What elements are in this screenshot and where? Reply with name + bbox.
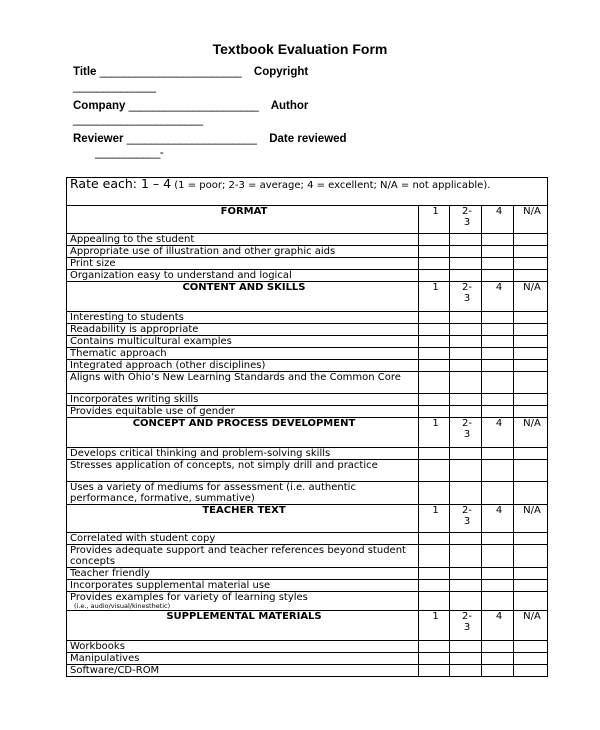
rating-na-cell[interactable] [514, 372, 548, 394]
rating-1-cell[interactable] [419, 258, 450, 270]
rating-na-cell[interactable] [514, 246, 548, 258]
rating-1-cell[interactable] [419, 234, 450, 246]
criteria-note: (i.e., audio/visual/kinesthetic) [74, 602, 171, 610]
rating-4-cell[interactable] [482, 592, 514, 611]
title-field[interactable]: ________________________ [99, 66, 242, 78]
rating-2-3-cell[interactable] [450, 360, 482, 372]
author-field[interactable]: ______________________ [73, 114, 203, 126]
criteria-label: Software/CD-ROM [67, 665, 419, 677]
rating-2-3-cell[interactable] [450, 336, 482, 348]
rating-2-3-cell[interactable] [450, 460, 482, 482]
criteria-row [67, 460, 548, 482]
criteria-label: Uses a variety of mediums for assessment (i.e. authentic performance, formative, summative) [67, 482, 419, 505]
scale-4: 4 [482, 282, 514, 312]
criteria-label: Incorporates supplemental material use [67, 580, 419, 592]
rating-1-cell[interactable] [419, 482, 450, 505]
criteria-row [67, 448, 548, 460]
rating-1-cell[interactable] [419, 665, 450, 677]
rating-4-cell[interactable] [482, 336, 514, 348]
rating-4-cell[interactable] [482, 533, 514, 545]
rate-prefix: Rate each: 1 – 4 [70, 177, 172, 191]
rating-1-cell[interactable] [419, 394, 450, 406]
rating-na-cell[interactable] [514, 360, 548, 372]
scale-2-3: 2- 3 [450, 282, 482, 312]
company-field[interactable]: ______________________ [128, 100, 259, 112]
scale-4: 4 [482, 611, 514, 641]
rating-2-3-cell[interactable] [450, 568, 482, 580]
rating-4-cell[interactable] [482, 665, 514, 677]
rating-2-3-cell[interactable] [450, 324, 482, 336]
criteria-label: Appropriate use of illustration and other graphic aids [67, 246, 419, 258]
rating-2-3-cell[interactable] [450, 348, 482, 360]
rating-2-3-cell[interactable] [450, 592, 482, 611]
evaluation-table [66, 177, 548, 677]
rating-1-cell[interactable] [419, 653, 450, 665]
company-row [73, 100, 308, 112]
scale-2-3: 2- 3 [450, 505, 482, 533]
rating-2-3-cell[interactable] [450, 406, 482, 418]
scale-1: 1 [419, 611, 450, 641]
rating-1-cell[interactable] [419, 641, 450, 653]
criteria-row [67, 246, 548, 258]
rating-1-cell[interactable] [419, 324, 450, 336]
rating-4-cell[interactable] [482, 653, 514, 665]
criteria-row [67, 653, 548, 665]
rating-4-cell[interactable] [482, 580, 514, 592]
rating-1-cell[interactable] [419, 533, 450, 545]
rating-na-cell[interactable] [514, 533, 548, 545]
criteria-label: Interesting to students [67, 312, 419, 324]
rating-1-cell[interactable] [419, 348, 450, 360]
rating-4-cell[interactable] [482, 258, 514, 270]
section-title: SUPPLEMENTAL MATERIALS [67, 611, 419, 641]
criteria-label: Aligns with Ohio’s New Learning Standards and the Common Core [67, 372, 419, 394]
criteria-row [67, 372, 548, 394]
scale-1: 1 [419, 418, 450, 448]
section-header-row [67, 505, 548, 533]
rating-2-3-cell[interactable] [450, 394, 482, 406]
reviewer-field[interactable]: ______________________ [126, 133, 257, 145]
title-label: Title [73, 66, 97, 78]
section-title: TEACHER TEXT [67, 505, 419, 533]
rating-na-cell[interactable] [514, 324, 548, 336]
rating-2-3-cell[interactable] [450, 270, 482, 282]
scale-4: 4 [482, 505, 514, 533]
rating-na-cell[interactable] [514, 394, 548, 406]
rating-1-cell[interactable] [419, 336, 450, 348]
section-header-row [67, 611, 548, 641]
section-header-row [67, 282, 548, 312]
rate-instructions [67, 178, 548, 206]
rating-4-cell[interactable] [482, 545, 514, 568]
criteria-label: Develops critical thinking and problem-solving skills [67, 448, 419, 460]
rating-1-cell[interactable] [419, 592, 450, 611]
rating-1-cell[interactable] [419, 545, 450, 568]
criteria-label: Provides adequate support and teacher references beyond student concepts [67, 545, 419, 568]
rate-legend: (1 = poor; 2-3 = average; 4 = excellent; N/A = not applicable). [174, 180, 491, 191]
author-label: Author [270, 100, 309, 112]
rating-na-cell[interactable] [514, 234, 548, 246]
rating-na-cell[interactable] [514, 653, 548, 665]
scale-2-3: 2- 3 [450, 611, 482, 641]
criteria-label: Provides examples for variety of learning styles (i.e., audio/visual/kinesthetic) [67, 592, 419, 611]
criteria-row [67, 580, 548, 592]
rating-4-cell[interactable] [482, 234, 514, 246]
criteria-row [67, 406, 548, 418]
rating-na-cell[interactable] [514, 482, 548, 505]
section-title: CONCEPT AND PROCESS DEVELOPMENT [67, 418, 419, 448]
criteria-row [67, 312, 548, 324]
rating-2-3-cell[interactable] [450, 665, 482, 677]
rating-na-cell[interactable] [514, 665, 548, 677]
criteria-row [67, 258, 548, 270]
rating-2-3-cell[interactable] [450, 653, 482, 665]
criteria-row [67, 234, 548, 246]
company-label: Company [73, 100, 126, 112]
rating-4-cell[interactable] [482, 482, 514, 505]
criteria-row [67, 568, 548, 580]
scale-2-3: 2- 3 [450, 418, 482, 448]
criteria-row [67, 592, 548, 611]
date-reviewed-label: Date reviewed [269, 133, 347, 145]
rating-4-cell[interactable] [482, 394, 514, 406]
rating-1-cell[interactable] [419, 460, 450, 482]
rating-2-3-cell[interactable] [450, 580, 482, 592]
rating-2-3-cell[interactable] [450, 448, 482, 460]
rating-na-cell[interactable] [514, 336, 548, 348]
section-header-row [67, 418, 548, 448]
rating-4-cell[interactable] [482, 406, 514, 418]
criteria-row [67, 336, 548, 348]
section-title: FORMAT [67, 206, 419, 234]
rating-na-cell[interactable] [514, 460, 548, 482]
scale-na: N/A [514, 505, 548, 533]
rating-4-cell[interactable] [482, 372, 514, 394]
scale-na: N/A [514, 282, 548, 312]
title-row [73, 66, 308, 78]
criteria-row [67, 482, 548, 505]
rating-4-cell[interactable] [482, 448, 514, 460]
reviewer-label: Reviewer [73, 133, 124, 145]
rating-4-cell[interactable] [482, 246, 514, 258]
rating-na-cell[interactable] [514, 258, 548, 270]
date-reviewed-field[interactable]: ___________- [95, 147, 164, 159]
rate-instructions-row [67, 178, 548, 206]
scale-2-3: 2- 3 [450, 206, 482, 234]
rating-2-3-cell[interactable] [450, 641, 482, 653]
rating-1-cell[interactable] [419, 270, 450, 282]
criteria-label: Manipulatives [67, 653, 419, 665]
rating-4-cell[interactable] [482, 360, 514, 372]
rating-2-3-cell[interactable] [450, 545, 482, 568]
rating-4-cell[interactable] [482, 568, 514, 580]
criteria-row [67, 270, 548, 282]
criteria-row [67, 324, 548, 336]
section-header-row [67, 206, 548, 234]
rating-2-3-cell[interactable] [450, 533, 482, 545]
rating-1-cell[interactable] [419, 372, 450, 394]
scale-na: N/A [514, 418, 548, 448]
rating-1-cell[interactable] [419, 568, 450, 580]
scale-na: N/A [514, 611, 548, 641]
scale-4: 4 [482, 206, 514, 234]
copyright-field[interactable]: ______________ [73, 81, 156, 93]
criteria-label: Thematic approach [67, 348, 419, 360]
scale-1: 1 [419, 282, 450, 312]
rating-2-3-cell[interactable] [450, 234, 482, 246]
rating-2-3-cell[interactable] [450, 482, 482, 505]
rating-na-cell[interactable] [514, 312, 548, 324]
criteria-label: Incorporates writing skills [67, 394, 419, 406]
criteria-row [67, 348, 548, 360]
criteria-label: Contains multicultural examples [67, 336, 419, 348]
rating-4-cell[interactable] [482, 641, 514, 653]
copyright-label: Copyright [253, 66, 309, 78]
rating-2-3-cell[interactable] [450, 312, 482, 324]
rating-2-3-cell[interactable] [450, 372, 482, 394]
rating-1-cell[interactable] [419, 312, 450, 324]
rating-na-cell[interactable] [514, 568, 548, 580]
rating-4-cell[interactable] [482, 270, 514, 282]
criteria-row [67, 641, 548, 653]
criteria-row [67, 665, 548, 677]
criteria-label: Integrated approach (other disciplines) [67, 360, 419, 372]
rating-1-cell[interactable] [419, 580, 450, 592]
rating-na-cell[interactable] [514, 545, 548, 568]
criteria-label: Readability is appropriate [67, 324, 419, 336]
rating-1-cell[interactable] [419, 406, 450, 418]
criteria-label: Workbooks [67, 641, 419, 653]
form-title: Textbook Evaluation Form [212, 41, 388, 57]
rating-na-cell[interactable] [514, 641, 548, 653]
rating-na-cell[interactable] [514, 580, 548, 592]
scale-4: 4 [482, 418, 514, 448]
criteria-row [67, 533, 548, 545]
rating-na-cell[interactable] [514, 448, 548, 460]
criteria-row [67, 360, 548, 372]
rating-1-cell[interactable] [419, 246, 450, 258]
rating-2-3-cell[interactable] [450, 258, 482, 270]
criteria-label: Teacher friendly [67, 568, 419, 580]
criteria-row [67, 545, 548, 568]
criteria-label: Correlated with student copy [67, 533, 419, 545]
criteria-label: Appealing to the student [67, 234, 419, 246]
reviewer-row [73, 133, 347, 145]
scale-1: 1 [419, 206, 450, 234]
rating-na-cell[interactable] [514, 406, 548, 418]
rating-4-cell[interactable] [482, 324, 514, 336]
criteria-row [67, 394, 548, 406]
rating-2-3-cell[interactable] [450, 246, 482, 258]
rating-1-cell[interactable] [419, 360, 450, 372]
criteria-label: Stresses application of concepts, not simply drill and practice [67, 460, 419, 482]
rating-1-cell[interactable] [419, 448, 450, 460]
rating-4-cell[interactable] [482, 312, 514, 324]
scale-na: N/A [514, 206, 548, 234]
criteria-label: Provides equitable use of gender [67, 406, 419, 418]
scale-1: 1 [419, 505, 450, 533]
criteria-label: Print size [67, 258, 419, 270]
rating-na-cell[interactable] [514, 592, 548, 611]
rating-4-cell[interactable] [482, 460, 514, 482]
rating-na-cell[interactable] [514, 348, 548, 360]
rating-na-cell[interactable] [514, 270, 548, 282]
rating-4-cell[interactable] [482, 348, 514, 360]
criteria-label: Organization easy to understand and logical [67, 270, 419, 282]
section-title: CONTENT AND SKILLS [67, 282, 419, 312]
